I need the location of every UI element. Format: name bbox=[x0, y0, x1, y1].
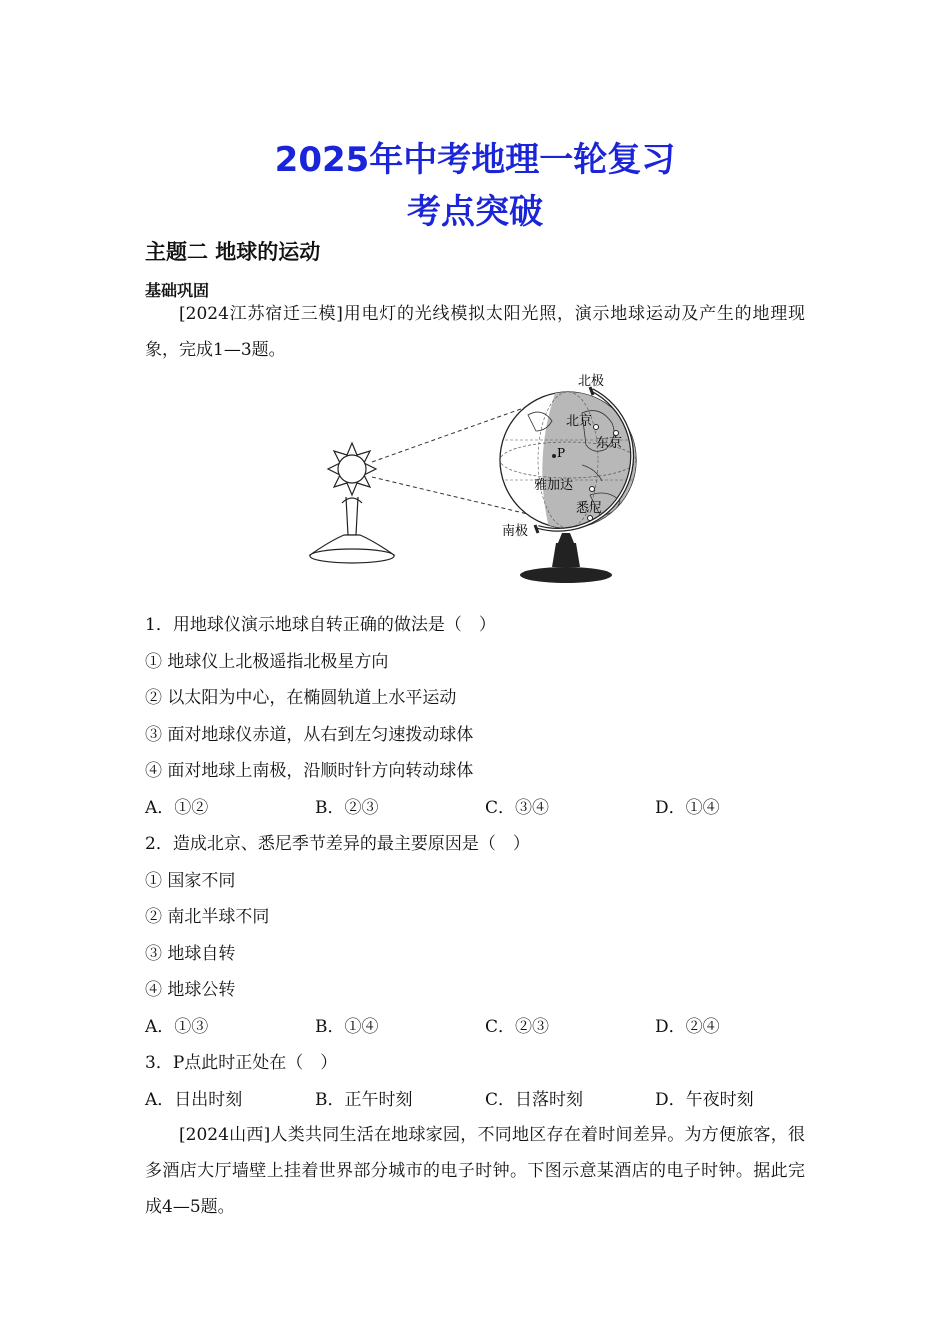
q1-option-c: C．③④ bbox=[485, 798, 550, 818]
q1-option-d: D．①④ bbox=[655, 798, 720, 818]
label-north-pole: 北极 bbox=[578, 374, 605, 389]
label-tokyo: 东京 bbox=[596, 436, 623, 451]
q3-option-d: D．午夜时刻 bbox=[655, 1090, 754, 1110]
q2-option-b: B．①④ bbox=[315, 1017, 379, 1037]
q2-item-4: ④ 地球公转 bbox=[145, 980, 236, 1000]
section-heading: 基础巩固 bbox=[145, 281, 210, 300]
intro-paragraph-1: [2024江苏宿迁三模]用电灯的光线模拟太阳光照，演示地球运动及产生的地理现象，完成1—3题。 bbox=[145, 304, 805, 360]
q2-option-c: C．②③ bbox=[485, 1017, 550, 1037]
topic-heading: 主题二 地球的运动 bbox=[145, 240, 321, 264]
q1-stem: 1．用地球仪演示地球自转正确的做法是（ ） bbox=[145, 615, 496, 635]
q1-option-b: B．②③ bbox=[315, 798, 379, 818]
q2-item-3: ③ 地球自转 bbox=[145, 944, 236, 964]
label-beijing: 北京 bbox=[566, 414, 593, 429]
doc-subtitle: 考点突破 bbox=[407, 192, 543, 232]
q3-option-b: B．正午时刻 bbox=[315, 1090, 413, 1110]
q3-stem: 3．P点此时正处在（ ） bbox=[145, 1053, 338, 1073]
q2-option-d: D．②④ bbox=[655, 1017, 720, 1037]
q1-item-2: ② 以太阳为中心，在椭圆轨道上水平运动 bbox=[145, 688, 457, 708]
doc-title: 2025年中考地理一轮复习 bbox=[274, 140, 676, 180]
q2-item-1: ① 国家不同 bbox=[145, 871, 236, 891]
q1-option-a: A．①② bbox=[145, 798, 209, 818]
q2-item-2: ② 南北半球不同 bbox=[145, 907, 270, 927]
q1-item-1: ① 地球仪上北极遥指北极星方向 bbox=[145, 652, 389, 672]
label-sydney: 悉尼 bbox=[576, 501, 603, 516]
q2-option-a: A．①③ bbox=[145, 1017, 209, 1037]
intro-paragraph-2: [2024山西]人类共同生活在地球家园，不同地区存在着时间差异。为方便旅客，很多酒店大厅墙壁上挂着世界部分城市的电子时钟。下图示意某酒店的电子时钟。据此完成4—5题。 bbox=[145, 1125, 805, 1217]
label-south-pole: 南极 bbox=[502, 524, 529, 539]
sun-lamp-icon bbox=[310, 443, 394, 563]
globe-lamp-figure bbox=[290, 365, 670, 590]
q3-option-c: C．日落时刻 bbox=[485, 1090, 584, 1110]
label-jakarta: 雅加达 bbox=[534, 478, 574, 493]
q3-option-a: A．日出时刻 bbox=[145, 1090, 243, 1110]
q2-stem: 2．造成北京、悉尼季节差异的最主要原因是（ ） bbox=[145, 834, 530, 854]
label-p: P bbox=[557, 446, 566, 460]
q1-item-4: ④ 面对地球上南极，沿顺时针方向转动球体 bbox=[145, 761, 474, 781]
q1-item-3: ③ 面对地球仪赤道，从右到左匀速拨动球体 bbox=[145, 725, 474, 745]
